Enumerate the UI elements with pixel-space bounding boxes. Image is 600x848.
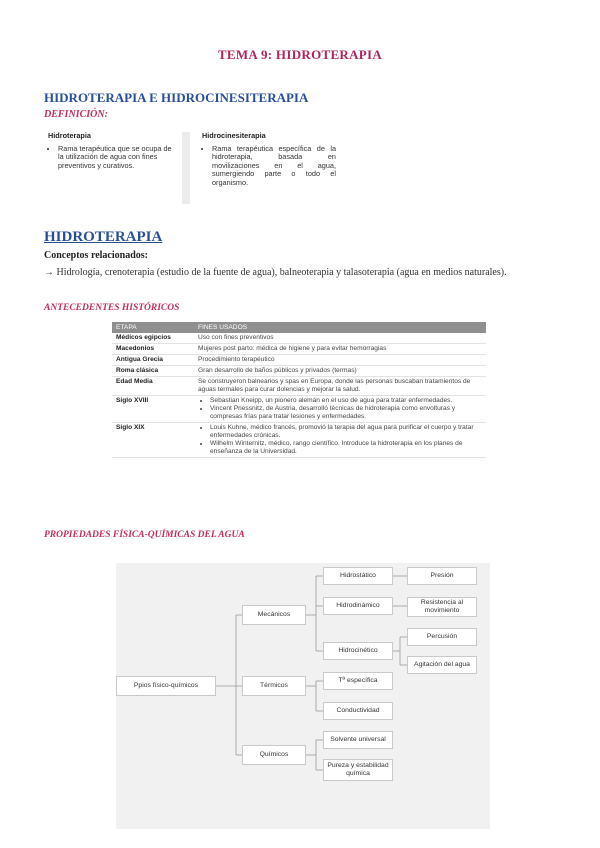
node-hidrodinamico: Hidrodinámico: [323, 597, 393, 615]
table-row: [112, 355, 486, 366]
table-cell-fines: Uso con fines preventivos: [194, 333, 486, 344]
table-row: [112, 344, 486, 355]
table-cell-etapa: Antigua Grecia: [112, 355, 194, 366]
node-mecanicos: Mecánicos: [242, 605, 306, 625]
table-cell-fines: Gran desarrollo de baños públicos y privados (termas): [194, 366, 486, 377]
node-temp-especifica: Tª específica: [323, 672, 393, 690]
node-hidrostatico: Hidrostático: [323, 567, 393, 585]
node-root: Ppios físico-químicos: [116, 676, 216, 696]
table-header-fines: FINES USADOS: [194, 322, 486, 333]
table-row: [112, 333, 486, 344]
page-title: TEMA 9: HIDROTERAPIA: [217, 47, 383, 62]
table-cell-etapa: Siglo XIX: [112, 423, 194, 458]
node-termicos: Térmicos: [242, 676, 306, 696]
node-pureza: Pureza y estabilidad química: [323, 759, 393, 781]
section-heading-hidroterapia-hidrocinesiterapia: HIDROTERAPIA E HIDROCINESITERAPIA: [44, 90, 309, 105]
conceptos-label: Conceptos relacionados:: [44, 250, 148, 261]
definition-label: Hidroterapia: [48, 131, 91, 140]
table-cell-fines: Procedimiento terapéutico: [194, 355, 486, 366]
table-cell-etapa: Roma clásica: [112, 366, 194, 377]
definition-hidrocinesiterapia: [202, 132, 336, 188]
table-row: [112, 423, 486, 458]
table-cell-etapa: Siglo XVIII: [112, 396, 194, 423]
node-presion: Presión: [407, 567, 477, 585]
propiedades-heading: PROPIEDADES FÍSICA-QUÍMICAS DEL AGUA: [44, 530, 245, 540]
conceptos-text: → Hidrología, crenoterapia (estudio de la fuente de agua), balneoterapia y talasoterapia (agua en medios naturales).: [44, 267, 507, 278]
table-cell-etapa: Médicos egipcios: [112, 333, 194, 344]
table-bullet: • Vincent Priessnitz, de Austria, desarrolló técnicas de hidroterapia como envolturas y compresas frías para tratar lesiones y enfermedades.: [210, 405, 482, 421]
definicion-label: DEFINICIÓN:: [44, 109, 108, 120]
antecedentes-heading: ANTECEDENTES HISTÓRICOS: [44, 303, 180, 313]
definition-label: Hidrocinesiterapia: [202, 131, 266, 140]
table-bullet: • Louis Kuhne, médico francés, promovió la terapia del agua para purificar el cuerpo y tratar enfermedades crónicas.: [210, 424, 482, 440]
definition-hidroterapia: [48, 132, 178, 170]
table-row: [112, 366, 486, 377]
node-hidrocinetico: Hidrocinético: [323, 642, 393, 660]
table-row: [112, 396, 486, 423]
node-solvente: Solvente universal: [323, 731, 393, 749]
table-row: [112, 377, 486, 396]
node-conductividad: Conductividad: [323, 702, 393, 720]
table-bullet: • Sebastian Kneipp, un pionero alemán en el uso de agua para tratar enfermedades.: [210, 397, 482, 405]
table-cell-fines: [194, 423, 486, 458]
definition-text: • Rama terapéutica que se ocupa de la utilización de agua con fines preventivos y curativos.: [58, 145, 178, 171]
definition-divider: [182, 132, 190, 204]
table-cell-etapa: Edad Media: [112, 377, 194, 396]
node-resistencia: Resistencia al movimiento: [407, 597, 477, 617]
table-cell-fines: Mujeres post parto: médica de higiene y para evitar hemorragias: [194, 344, 486, 355]
node-percusion: Percusión: [407, 628, 477, 646]
section-heading-hidroterapia: HIDROTERAPIA: [44, 229, 163, 245]
node-quimicos: Químicos: [242, 745, 306, 765]
table-bullet: • Wilhelm Winternitz, médico, rango científico. Introduce la hidroterapia en los planes de enseñanza de la Universidad.: [210, 440, 482, 456]
definition-text: • Rama terapéutica específica de la hidroterapia, basada en movilizaciones en el agua, sumergiendo parte o todo el organismo.: [212, 145, 336, 188]
table-header-etapa: ETAPA: [112, 322, 194, 333]
table-header-row: [112, 322, 486, 333]
table-cell-fines: Se construyeron balnearios y spas en Europa, donde las personas buscaban tratamientos de aguas termales para curar dolencias y mejorar la salud.: [194, 377, 486, 396]
table-cell-fines: [194, 396, 486, 423]
table-cell-etapa: Macedonios: [112, 344, 194, 355]
definition-box: [44, 132, 336, 204]
node-agitacion: Agitación del agua: [407, 656, 477, 674]
antecedentes-table: [112, 322, 486, 458]
properties-diagram: [116, 563, 490, 829]
